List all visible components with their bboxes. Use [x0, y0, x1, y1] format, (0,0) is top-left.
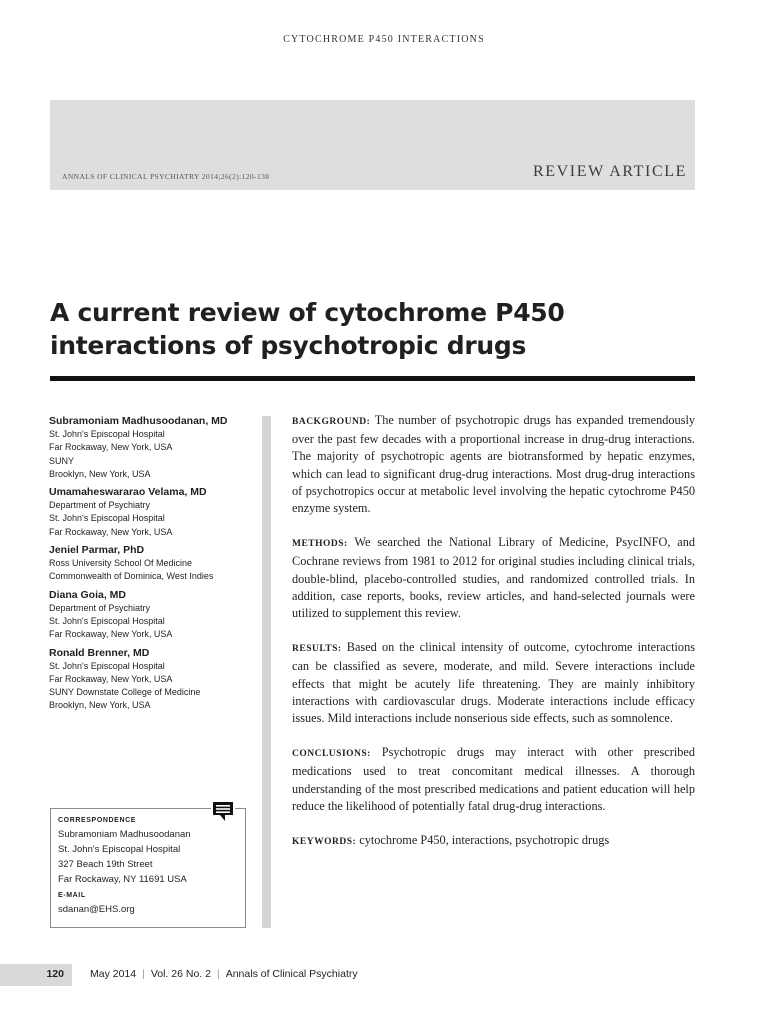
author-affiliation: Far Rockaway, New York, USA	[49, 673, 173, 684]
author-affiliation: St. John's Episcopal Hospital	[49, 429, 165, 439]
correspondence-line: Subramoniam Madhusoodanan	[58, 829, 191, 840]
abstract-keywords	[292, 832, 695, 851]
author-affiliation: Brooklyn, New York, USA	[49, 700, 151, 711]
abstract	[292, 412, 695, 868]
abstract-heading: CONCLUSIONS:	[292, 749, 371, 760]
article-title-line-2: interactions of psychotropic drugs	[50, 331, 527, 360]
abstract-heading: BACKGROUND:	[292, 417, 371, 427]
email-address[interactable]: sdanan@EHS.org	[58, 904, 135, 915]
author-block	[49, 485, 254, 539]
correspondence-box	[50, 808, 246, 928]
email-label: E-MAIL	[58, 892, 86, 899]
abstract-text: The number of psychotropic drugs has expanded tremendously over the past few decades with a proportional increase in drug-drug interactions. The majority of psychotropic agents are biotransformed by hepatic enzymes, which can lead to significant drug-drug interactions. Most drug-drug interactions of psychotropics occur at metabolic level involving the hepatic cytochrome P450 enzyme system.	[292, 413, 696, 516]
author-block	[49, 588, 254, 642]
speech-bubble-icon	[211, 801, 235, 823]
page-number: 120	[46, 968, 64, 980]
abstract-heading: RESULTS:	[292, 644, 342, 655]
abstract-text: Psychotropic drugs may interact with other prescribed medications used to treat concomitant medical illnesses. A thorough understanding of the most prescribed medications and patient education will help reduce the likelihood of potentially fatal drug-drug interactions.	[292, 745, 695, 813]
abstract-text: Based on the clinical intensity of outcome, cytochrome interactions can be classified as severe, moderate, and mild. Severe interactions include effects that might be acutely life threatening. They are mainly inhibitory interactions with cardiovascular drugs. Moderate interactions include efficacy issues. Mild interactions include nonserious side effects, such as somnolence.	[292, 640, 696, 726]
footer-citation	[90, 968, 358, 980]
author-affiliation: SUNY	[49, 455, 75, 466]
journal-banner	[50, 100, 695, 190]
abstract-background	[292, 412, 695, 517]
author-affiliation: St. John's Episcopal Hospital	[49, 660, 165, 671]
author-name: Diana Goia, MD	[49, 588, 127, 601]
author-block	[49, 543, 254, 584]
correspondence-line: 327 Beach 19th Street	[58, 859, 153, 870]
author-block	[49, 646, 254, 713]
abstract-conclusions	[292, 744, 695, 815]
page-number-tab	[0, 964, 72, 986]
author-affiliation: Far Rockaway, New York, USA	[49, 526, 173, 537]
abstract-methods	[292, 534, 695, 622]
correspondence-label: CORRESPONDENCE	[58, 817, 137, 824]
author-affiliation: St. John's Episcopal Hospital	[49, 513, 165, 524]
running-head: CYTOCHROME P450 INTERACTIONS	[283, 34, 485, 45]
author-name: Ronald Brenner, MD	[49, 646, 150, 659]
title-rule	[50, 376, 695, 381]
author-affiliation: Far Rockaway, New York, USA	[49, 629, 173, 640]
author-name: Umamaheswararao Velama, MD	[49, 486, 207, 499]
article-title	[50, 296, 695, 362]
abstract-heading: KEYWORDS:	[292, 837, 357, 848]
footer-journal: Annals of Clinical Psychiatry	[225, 968, 358, 980]
author-affiliation: Commonwealth of Dominica, West Indies	[49, 571, 214, 582]
author-list	[49, 414, 254, 717]
journal-citation: ANNALS OF CLINICAL PSYCHIATRY 2014;26(2):120-138	[62, 172, 270, 181]
footer-volume: Vol. 26 No. 2	[150, 968, 211, 980]
author-affiliation: Far Rockaway, New York, USA	[49, 442, 173, 453]
correspondence-line: Far Rockaway, NY 11691 USA	[58, 874, 187, 885]
author-affiliation: Department of Psychiatry	[49, 500, 151, 511]
author-name: Jeniel Parmar, PhD	[49, 544, 145, 557]
abstract-text: cytochrome P450, interactions, psychotropic drugs	[359, 833, 610, 848]
article-title-line-1: A current review of cytochrome P450	[50, 298, 565, 327]
abstract-text: We searched the National Library of Medicine, PsycINFO, and Cochrane reviews from 1981 to 2012 for original studies including clinical trials, double-blind, placebo-controlled studies, and randomized controlled trials. In addition, case reports, books, review articles, and hand-selected journals were utilized to supplement this review.	[292, 535, 695, 621]
abstract-heading: METHODS:	[292, 539, 348, 550]
author-affiliation: Brooklyn, New York, USA	[49, 468, 151, 479]
correspondence-line: St. John's Episcopal Hospital	[58, 844, 181, 855]
author-affiliation: SUNY Downstate College of Medicine	[49, 687, 201, 698]
footer-date: May 2014	[90, 968, 137, 980]
footer-separator: |	[216, 968, 220, 980]
article-type-label: REVIEW ARTICLE	[532, 163, 687, 180]
author-name: Subramoniam Madhusoodanan, MD	[49, 415, 228, 427]
column-divider	[262, 416, 271, 928]
abstract-results	[292, 639, 695, 727]
author-affiliation: St. John's Episcopal Hospital	[49, 615, 165, 626]
author-block	[49, 414, 254, 481]
footer-separator: |	[142, 968, 145, 980]
author-affiliation: Ross University School Of Medicine	[49, 558, 193, 569]
author-affiliation: Department of Psychiatry	[49, 602, 151, 613]
